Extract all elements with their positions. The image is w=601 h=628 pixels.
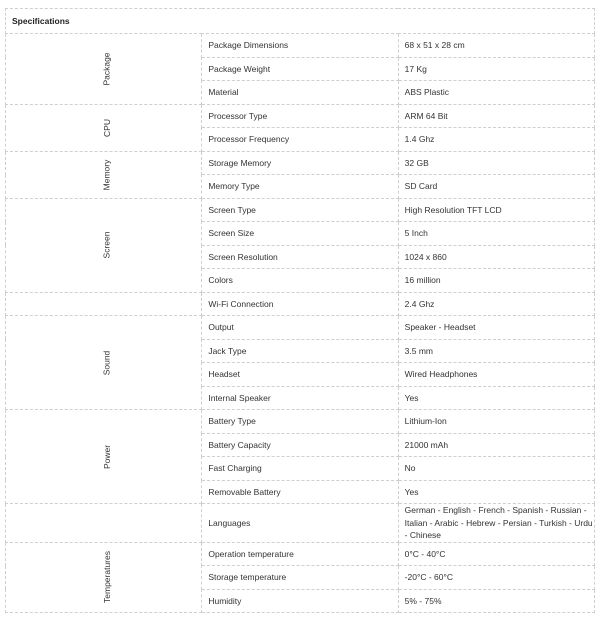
group-label-text: Memory	[101, 159, 112, 190]
table-row	[6, 104, 595, 128]
table-row	[6, 198, 595, 222]
group-label-empty	[6, 504, 202, 543]
spec-value: 1.4 Ghz	[398, 128, 594, 152]
spec-value: German - English - French - Spanish - Russian - Italian - Arabic - Hebrew - Persian - Turkish - Urdu - Chinese	[398, 504, 594, 543]
group-label-screen	[6, 198, 202, 292]
spec-key: Output	[202, 316, 398, 340]
table-row	[6, 151, 595, 175]
group-label-temperatures	[6, 542, 202, 613]
table-header-row	[6, 9, 595, 34]
spec-value: ABS Plastic	[398, 81, 594, 105]
table-row	[6, 34, 595, 58]
group-label-text: CPU	[101, 118, 112, 137]
spec-key: Material	[202, 81, 398, 105]
spec-key: Jack Type	[202, 339, 398, 363]
table-row	[6, 504, 595, 543]
spec-value: 5 Inch	[398, 222, 594, 246]
spec-value: Wired Headphones	[398, 363, 594, 387]
group-label-power	[6, 410, 202, 504]
spec-key: Storage temperature	[202, 566, 398, 590]
spec-value: 17 Kg	[398, 57, 594, 81]
spec-key: Processor Frequency	[202, 128, 398, 152]
spec-value: Speaker - Headset	[398, 316, 594, 340]
spec-key: Screen Type	[202, 198, 398, 222]
spec-value: 1024 x 860	[398, 245, 594, 269]
spec-key: Wi-Fi Connection	[202, 292, 398, 316]
spec-key: Processor Type	[202, 104, 398, 128]
group-label-text: Sound	[101, 350, 112, 375]
spec-key: Storage Memory	[202, 151, 398, 175]
spec-value: SD Card	[398, 175, 594, 199]
group-label-text: Screen	[101, 231, 112, 259]
spec-key: Package Weight	[202, 57, 398, 81]
group-label-text: Power	[101, 444, 112, 469]
spec-value: 3.5 mm	[398, 339, 594, 363]
table-row	[6, 542, 595, 566]
spec-key: Humidity	[202, 589, 398, 613]
group-label-package	[6, 34, 202, 105]
spec-value: Lithium-Ion	[398, 410, 594, 434]
group-label-cpu	[6, 104, 202, 151]
specifications-title: Specifications	[6, 9, 595, 34]
spec-key: Memory Type	[202, 175, 398, 199]
spec-key: Headset	[202, 363, 398, 387]
spec-value: 21000 mAh	[398, 433, 594, 457]
group-label-empty	[6, 292, 202, 316]
group-label-text: Package	[101, 52, 112, 86]
group-label-memory	[6, 151, 202, 198]
group-label-sound	[6, 316, 202, 410]
spec-key: Battery Capacity	[202, 433, 398, 457]
spec-value: 68 x 51 x 28 cm	[398, 34, 594, 58]
spec-value: High Resolution TFT LCD	[398, 198, 594, 222]
specifications-panel	[5, 8, 595, 613]
spec-value: ARM 64 Bit	[398, 104, 594, 128]
table-row	[6, 410, 595, 434]
spec-key: Fast Charging	[202, 457, 398, 481]
spec-value: 16 million	[398, 269, 594, 293]
spec-key: Languages	[202, 504, 398, 543]
spec-value: 0°C - 40°C	[398, 542, 594, 566]
spec-key: Screen Resolution	[202, 245, 398, 269]
table-row	[6, 316, 595, 340]
spec-body	[6, 34, 595, 613]
spec-key: Operation temperature	[202, 542, 398, 566]
spec-key: Internal Speaker	[202, 386, 398, 410]
spec-value: 5% - 75%	[398, 589, 594, 613]
table-row	[6, 292, 595, 316]
spec-key: Screen Size	[202, 222, 398, 246]
spec-value: 2.4 Ghz	[398, 292, 594, 316]
spec-value: 32 GB	[398, 151, 594, 175]
spec-value: Yes	[398, 480, 594, 504]
spec-key: Package Dimensions	[202, 34, 398, 58]
spec-key: Colors	[202, 269, 398, 293]
spec-key: Battery Type	[202, 410, 398, 434]
group-label-text: Temperatures	[101, 551, 112, 604]
spec-value: Yes	[398, 386, 594, 410]
spec-key: Removable Battery	[202, 480, 398, 504]
spec-value: No	[398, 457, 594, 481]
spec-value: -20°C - 60°C	[398, 566, 594, 590]
specifications-table	[5, 8, 595, 613]
